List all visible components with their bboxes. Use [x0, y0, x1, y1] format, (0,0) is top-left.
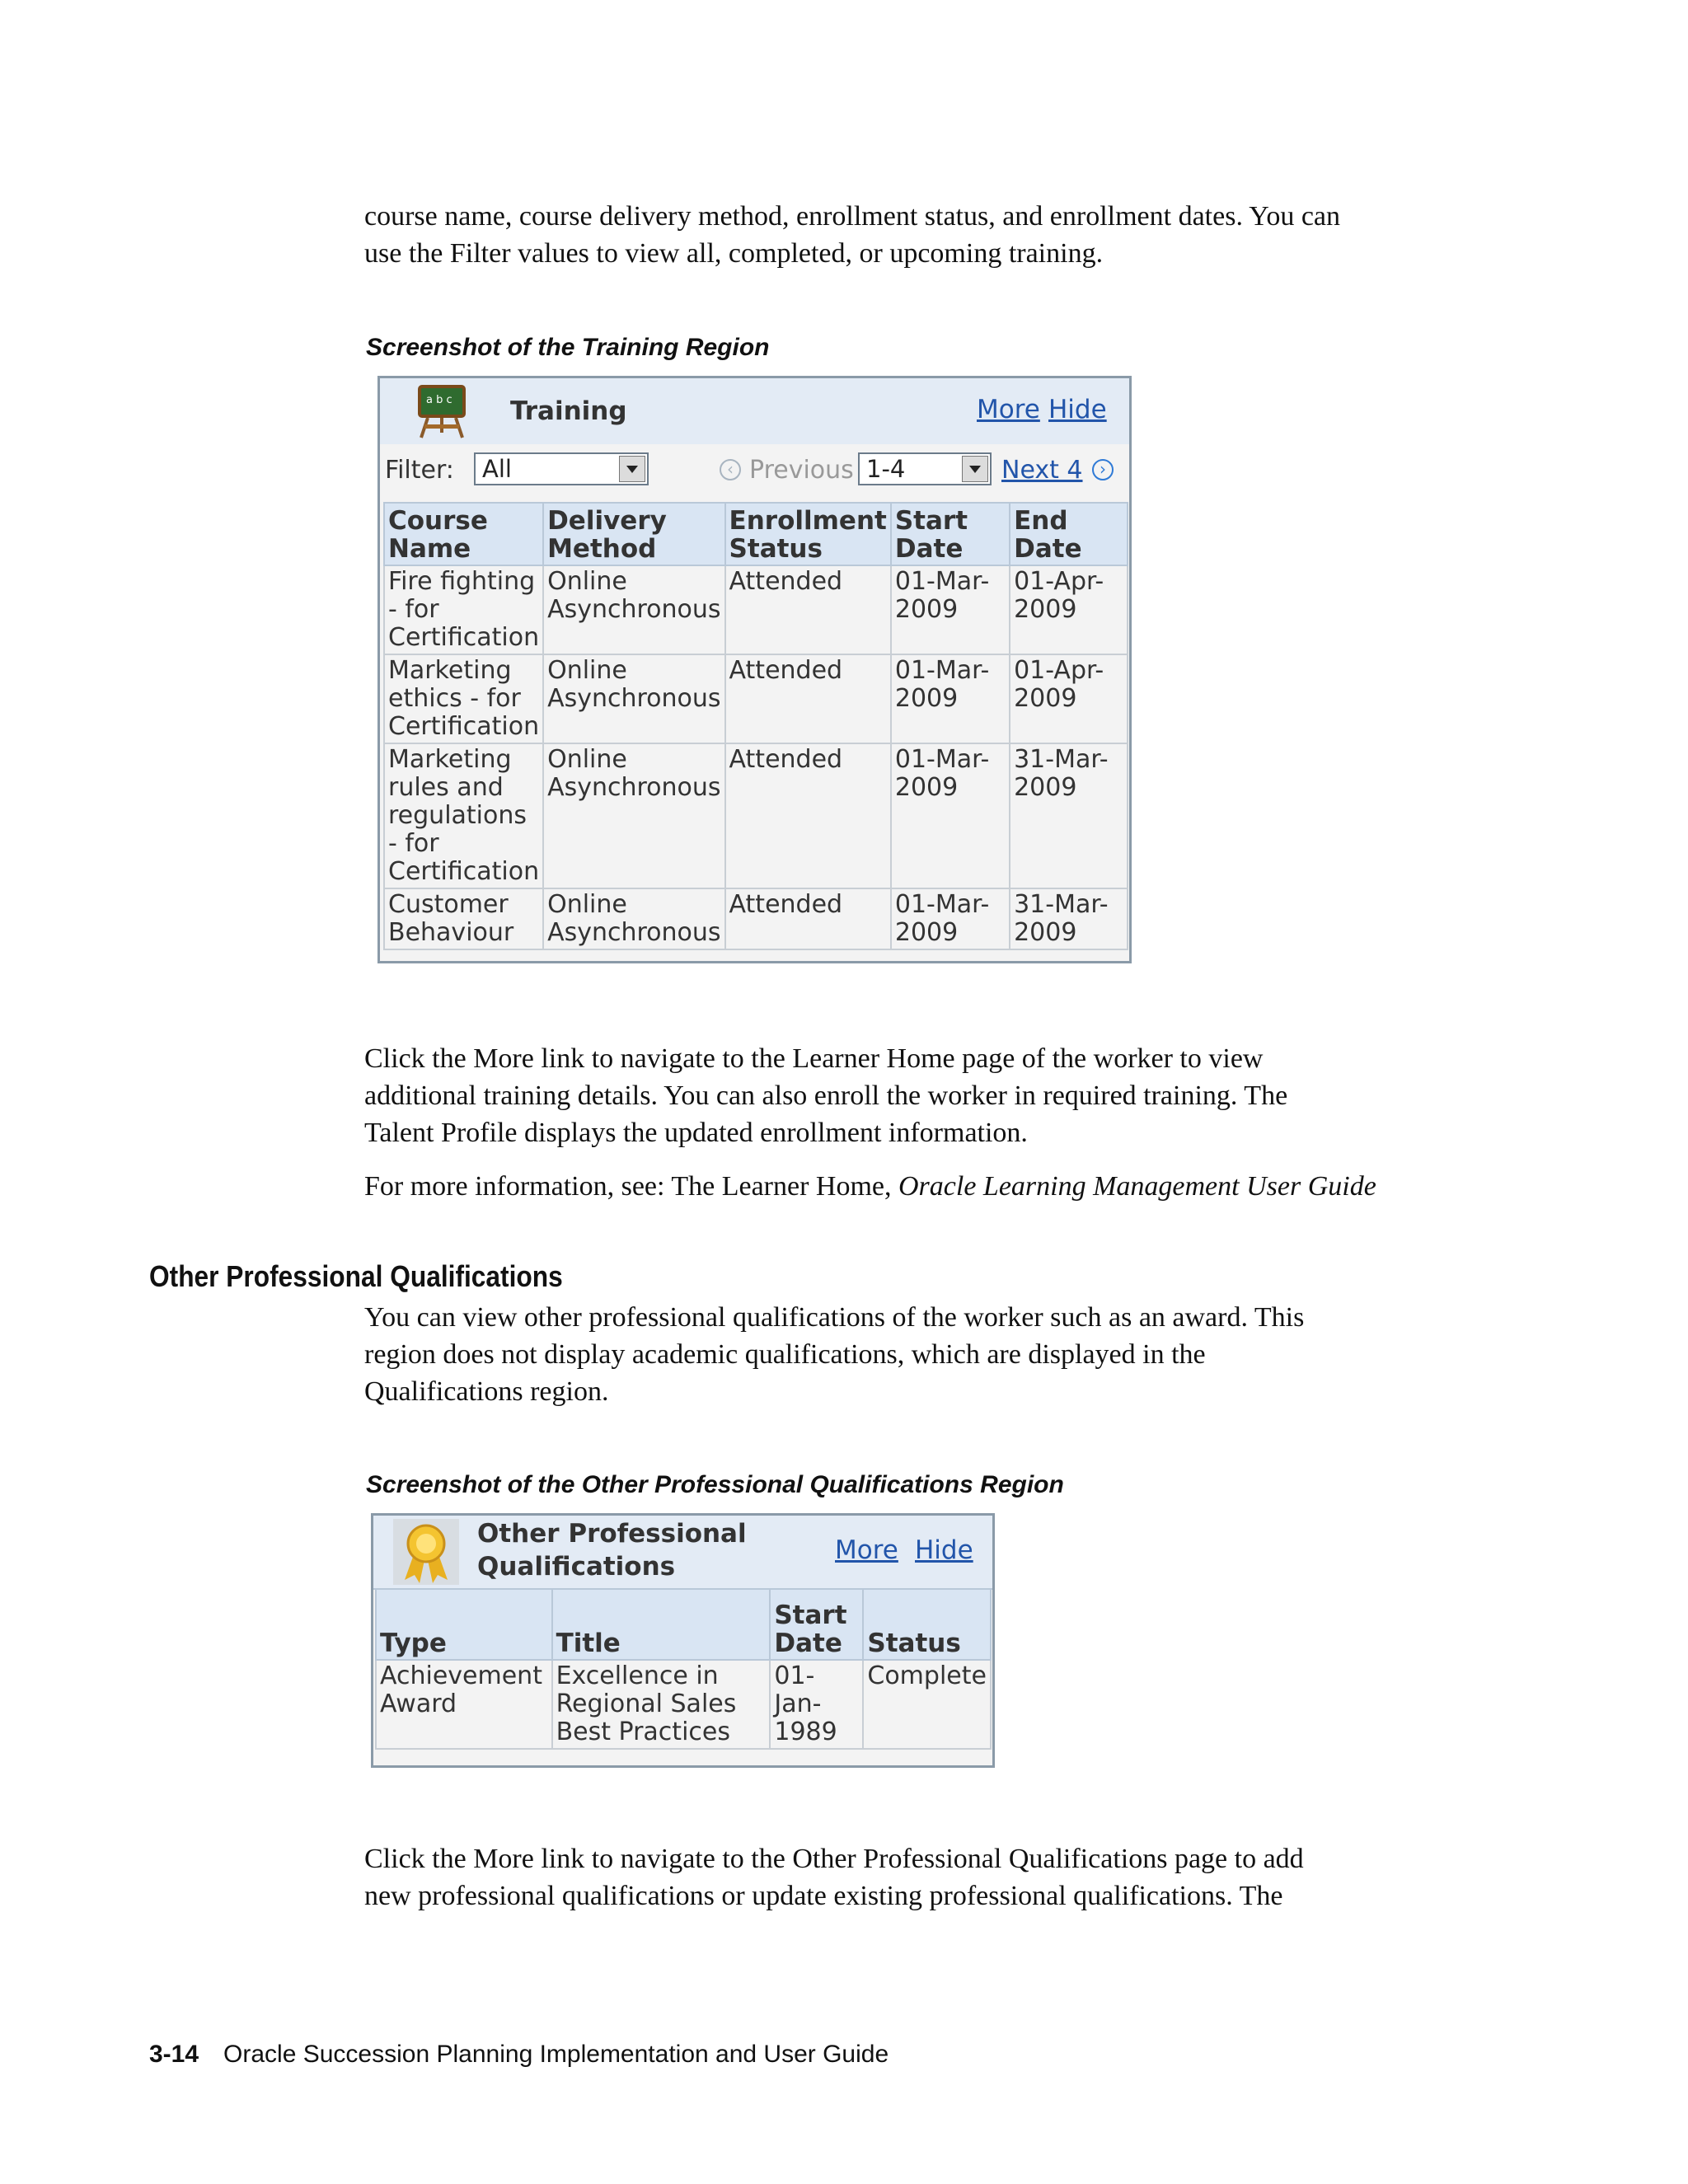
table-cell: Attended [725, 654, 891, 743]
table-cell: Online Asynchronous [543, 743, 724, 888]
next-arrow-icon[interactable]: › [1092, 459, 1114, 480]
table-cell: Achievement Award [376, 1660, 552, 1749]
filter-select[interactable] [474, 452, 649, 485]
table-cell: Attended [725, 888, 891, 949]
table-cell: Marketing ethics - for Certification [384, 654, 543, 743]
table-cell: Online Asynchronous [543, 565, 724, 654]
next-link[interactable]: Next 4 [1001, 456, 1083, 485]
column-header: Delivery Method [543, 503, 724, 565]
column-header: Status [863, 1589, 991, 1660]
training-title: Training [510, 396, 627, 426]
table-cell: 31-Mar-2009 [1010, 743, 1128, 888]
training-caption: Screenshot of the Training Region [366, 334, 770, 361]
training-filter-row [380, 444, 1129, 494]
opq-intro-paragraph [364, 1299, 1461, 1410]
paragraph-line: region does not display academic qualifications, which are displayed in the [364, 1339, 1206, 1370]
opq-header-row [376, 1589, 991, 1660]
column-header: Enrollment Status [725, 503, 891, 565]
closing-paragraph [364, 1840, 1461, 1915]
paragraph-line: additional training details. You can also enroll the worker in required training. The [364, 1080, 1288, 1111]
table-cell: 01-Mar-2009 [891, 743, 1010, 888]
book-title: Oracle Succession Planning Implementation and User Guide [223, 2041, 889, 2068]
training-table [383, 502, 1128, 950]
page-number: 3-14 [149, 2041, 199, 2068]
paragraph-line: Click the More link to navigate to the Other Professional Qualifications page to add [364, 1844, 1304, 1874]
opq-hide-link[interactable]: Hide [915, 1535, 973, 1565]
table-row [376, 1660, 991, 1749]
table-cell: Attended [725, 565, 891, 654]
table-cell: 01-Mar-2009 [891, 654, 1010, 743]
paragraph-line: Talent Profile displays the updated enrollment information. [364, 1118, 1028, 1148]
opq-title-line1: Other Professional [477, 1519, 747, 1549]
training-region [377, 376, 1132, 963]
paragraph-line: Qualifications region. [364, 1376, 609, 1407]
training-more-link[interactable]: More [977, 395, 1040, 424]
range-select-value: 1-4 [866, 455, 906, 483]
training-header-row [384, 503, 1128, 565]
previous-arrow-icon: ‹ [720, 459, 741, 480]
page-footer [149, 2041, 889, 2069]
more-info-paragraph [364, 1168, 1461, 1205]
opq-title-line2: Qualifications [477, 1552, 676, 1582]
table-cell: Complete [863, 1660, 991, 1749]
table-cell: 01-Jan-1989 [770, 1660, 863, 1749]
table-cell: Online Asynchronous [543, 654, 724, 743]
table-cell: 31-Mar-2009 [1010, 888, 1128, 949]
opq-table [375, 1588, 992, 1750]
opq-more-link[interactable]: More [835, 1535, 898, 1565]
more-info-prefix: For more information, see: The Learner Home, [364, 1171, 898, 1202]
paragraph-line: You can view other professional qualifications of the worker such as an award. This [364, 1302, 1305, 1333]
svg-text:a b c: a b c [426, 394, 452, 406]
range-select[interactable] [858, 452, 992, 485]
table-row [384, 565, 1128, 654]
table-cell: Attended [725, 743, 891, 888]
table-cell: Marketing rules and regulations - for Certification [384, 743, 543, 888]
table-cell: Excellence in Regional Sales Best Practices [552, 1660, 771, 1749]
table-cell: 01-Apr-2009 [1010, 565, 1128, 654]
intro-paragraph [364, 198, 1461, 272]
previous-link: Previous [749, 456, 854, 485]
table-cell: Online Asynchronous [543, 888, 724, 949]
table-cell: Customer Behaviour [384, 888, 543, 949]
column-header: Start Date [891, 503, 1010, 565]
opq-region [371, 1513, 995, 1768]
paragraph-line: new professional qualifications or update existing professional qualifications. The [364, 1881, 1283, 1911]
chevron-down-icon [619, 456, 645, 482]
column-header: End Date [1010, 503, 1128, 565]
intro-line: course name, course delivery method, enrollment status, and enrollment dates. You can [364, 201, 1341, 232]
column-header: Title [552, 1589, 771, 1660]
table-row [384, 654, 1128, 743]
training-region-header [380, 378, 1129, 446]
opq-region-header [373, 1516, 992, 1590]
table-cell: 01-Apr-2009 [1010, 654, 1128, 743]
filter-label: Filter: [385, 456, 454, 485]
paragraph-line: Click the More link to navigate to the Learner Home page of the worker to view [364, 1043, 1264, 1074]
table-cell: Fire fighting - for Certification [384, 565, 543, 654]
filter-select-value: All [482, 455, 512, 483]
opq-caption: Screenshot of the Other Professional Qualifications Region [366, 1471, 1064, 1498]
table-cell: 01-Mar-2009 [891, 565, 1010, 654]
chevron-down-icon [962, 456, 988, 482]
column-header: Start Date [770, 1589, 863, 1660]
column-header: Type [376, 1589, 552, 1660]
training-hide-link[interactable]: Hide [1048, 395, 1107, 424]
training-followup-paragraph [364, 1040, 1461, 1151]
award-ribbon-icon [393, 1519, 459, 1585]
column-header: Course Name [384, 503, 543, 565]
chalkboard-icon [413, 383, 471, 441]
table-cell: 01-Mar-2009 [891, 888, 1010, 949]
table-row [384, 888, 1128, 949]
table-row [384, 743, 1128, 888]
intro-line: use the Filter values to view all, completed, or upcoming training. [364, 238, 1104, 269]
more-info-book-title: Oracle Learning Management User Guide [898, 1171, 1376, 1202]
section-heading: Other Professional Qualifications [149, 1259, 563, 1293]
